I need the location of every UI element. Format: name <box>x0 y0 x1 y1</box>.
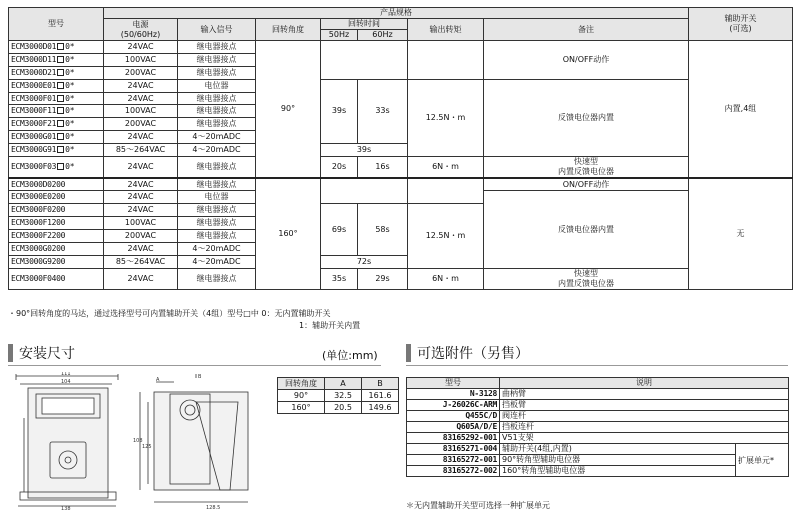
power-cell: 85～264VAC <box>104 144 178 157</box>
label-b: B <box>198 374 202 380</box>
accessories-title: 可选附件（另售） <box>406 343 529 363</box>
time-60hz: 33s <box>358 79 408 143</box>
time-60hz: 58s <box>358 204 408 256</box>
power-cell: 100VAC <box>104 217 178 230</box>
angle-cell: 160° <box>256 178 321 289</box>
model-cell: ECM3000F0200 <box>9 204 104 217</box>
section-divider <box>406 365 788 366</box>
dim-111: 111 <box>61 372 71 377</box>
power-cell: 24VAC <box>104 191 178 204</box>
label-a: A <box>156 377 160 383</box>
ext-unit-label: 扩展单元* <box>736 444 789 477</box>
dim-108: 108 <box>133 438 143 444</box>
section-bar <box>8 344 13 362</box>
header-60hz: 60Hz <box>358 30 408 41</box>
header-model: 型号 <box>9 8 104 41</box>
input-cell: 继电器接点 <box>178 157 256 179</box>
table-row: Q605A/D/E 挡板连杆 <box>407 422 789 433</box>
power-cell: 24VAC <box>104 178 178 191</box>
table-row: Q455C/D 阀连杆 <box>407 411 789 422</box>
table-row: N-3128 曲柄臂 <box>407 389 789 400</box>
remark-fast: 快速型 内置反馈电位器 <box>484 157 689 179</box>
header-power: 电源 (50/60Hz) <box>104 19 178 41</box>
model-cell: ECM3000D11 0* <box>9 53 104 66</box>
angle-cell: 90° <box>256 41 321 179</box>
angle-dimension-table <box>277 377 399 414</box>
power-cell: 100VAC <box>104 53 178 66</box>
torque-fast: 6N・m <box>408 268 484 289</box>
torque-empty <box>408 41 484 80</box>
table-row: 83165272-001 90°转角型辅助电位器 <box>407 455 789 466</box>
model-cell: ECM3000F1200 <box>9 217 104 230</box>
time-50hz: 69s <box>321 204 358 256</box>
model-cell: ECM3000E0200 <box>9 191 104 204</box>
power-cell: 24VAC <box>104 79 178 92</box>
model-cell: ECM3000G91 0* <box>9 144 104 157</box>
model-cell: ECM3000F03 0* <box>9 157 104 179</box>
dimensions-title: 安装尺寸 <box>8 343 75 363</box>
table-row: 160° 20.5 149.6 <box>278 402 399 414</box>
dim-125: 125 <box>142 444 152 450</box>
time-fast-50hz: 20s <box>321 157 358 179</box>
angle-header: 回转角度 <box>278 378 325 390</box>
torque-cell: 12.5N・m <box>408 79 484 156</box>
spec-table <box>8 7 793 290</box>
power-cell: 24VAC <box>104 204 178 217</box>
power-cell: 24VAC <box>104 131 178 144</box>
footnote-line1: ・90°回转角度的马达，通过选择型号可内置辅助开关（4组）型号□中 0：无内置辅助开关 <box>8 309 331 318</box>
power-cell: 85～264VAC <box>104 255 178 268</box>
model-cell: ECM3000F0400 <box>9 268 104 289</box>
remark-onoff: ON/OFF动作 <box>484 178 689 191</box>
time-single: 39s <box>321 144 408 157</box>
header-remark: 备注 <box>484 19 689 41</box>
table-row: 90° 32.5 161.6 <box>278 390 399 402</box>
remark-pot: 反馈电位器内置 <box>484 191 689 268</box>
time-empty <box>321 41 408 80</box>
dimensions-unit: (单位:mm) <box>322 349 378 362</box>
input-cell: 继电器接点 <box>178 204 256 217</box>
accessories-table <box>406 377 789 477</box>
b-header: B <box>362 378 399 390</box>
dim-104: 104 <box>61 379 71 385</box>
section-bar <box>406 344 411 362</box>
time-50hz: 39s <box>321 79 358 143</box>
model-cell: ECM3000D21 0* <box>9 66 104 79</box>
input-cell: 继电器接点 <box>178 178 256 191</box>
header-time: 回转时间 <box>321 19 408 30</box>
input-cell: 电位器 <box>178 191 256 204</box>
model-cell: ECM3000G01 0* <box>9 131 104 144</box>
input-cell: 继电器接点 <box>178 66 256 79</box>
model-cell: ECM3000F11 0* <box>9 105 104 118</box>
power-cell: 200VAC <box>104 230 178 243</box>
model-cell: ECM3000G9200 <box>9 255 104 268</box>
table-row: J-26026C-ARM 挡板臂 <box>407 400 789 411</box>
input-cell: 电位器 <box>178 79 256 92</box>
input-cell: 继电器接点 <box>178 92 256 105</box>
input-cell: 继电器接点 <box>178 41 256 54</box>
model-cell: ECM3000D0200 <box>9 178 104 191</box>
input-cell: 继电器接点 <box>178 118 256 131</box>
table-row: 83165272-002 160°转角型辅助电位器 <box>407 466 789 477</box>
model-cell: ECM3000F01 0* <box>9 92 104 105</box>
power-cell: 200VAC <box>104 66 178 79</box>
input-cell: 4～20mADC <box>178 144 256 157</box>
header-torque: 输出转矩 <box>408 19 484 41</box>
remark-onoff: ON/OFF动作 <box>484 41 689 80</box>
time-fast-60hz: 29s <box>358 268 408 289</box>
input-cell: 继电器接点 <box>178 268 256 289</box>
power-cell: 100VAC <box>104 105 178 118</box>
input-cell: 4～20mADC <box>178 255 256 268</box>
acc-header-model: 型号 <box>407 378 500 389</box>
remark-pot: 反馈电位器内置 <box>484 79 689 156</box>
time-empty <box>321 178 408 204</box>
input-cell: 继电器接点 <box>178 217 256 230</box>
model-cell: ECM3000G0200 <box>9 242 104 255</box>
remark-fast: 快速型 内置反馈电位器 <box>484 268 689 289</box>
input-cell: 继电器接点 <box>178 53 256 66</box>
footnote-line2: 1：辅助开关内置 <box>299 321 361 330</box>
model-cell: ECM3000F21 0* <box>9 118 104 131</box>
time-fast-60hz: 16s <box>358 157 408 179</box>
power-cell: 24VAC <box>104 242 178 255</box>
header-angle: 回转角度 <box>256 19 321 41</box>
header-50hz: 50Hz <box>321 30 358 41</box>
header-aux: 辅助开关 (可选) <box>689 8 793 41</box>
table-row: 83165292-001 V51支架 <box>407 433 789 444</box>
power-cell: 24VAC <box>104 157 178 179</box>
table-row: 83165271-004 辅助开关(4组,内置) 扩展单元* <box>407 444 789 455</box>
model-cell: ECM3000E01 0* <box>9 79 104 92</box>
time-fast-50hz: 35s <box>321 268 358 289</box>
dim-138: 138 <box>61 506 71 510</box>
dim-128-5: 128.5 <box>206 505 221 510</box>
header-spec-group: 产品规格 <box>104 8 689 19</box>
power-cell: 24VAC <box>104 41 178 54</box>
header-input: 输入信号 <box>178 19 256 41</box>
power-cell: 24VAC <box>104 268 178 289</box>
acc-header-desc: 说明 <box>500 378 789 389</box>
input-cell: 继电器接点 <box>178 105 256 118</box>
torque-fast: 6N・m <box>408 157 484 179</box>
input-cell: 4～20mADC <box>178 131 256 144</box>
time-single: 72s <box>321 255 408 268</box>
accessories-note: ＊无内置辅助开关型可选择一种扩展单元 <box>406 501 550 510</box>
input-cell: 继电器接点 <box>178 230 256 243</box>
torque-empty <box>408 178 484 204</box>
aux-cell: 无 <box>689 178 793 289</box>
input-cell: 4～20mADC <box>178 242 256 255</box>
section-divider <box>8 365 381 366</box>
model-cell: ECM3000D01 0* <box>9 41 104 54</box>
power-cell: 200VAC <box>104 118 178 131</box>
power-cell: 24VAC <box>104 92 178 105</box>
dimension-drawing <box>6 372 268 510</box>
a-header: A <box>325 378 362 390</box>
aux-cell: 内置,4组 <box>689 41 793 179</box>
torque-cell: 12.5N・m <box>408 204 484 268</box>
model-cell: ECM3000F2200 <box>9 230 104 243</box>
